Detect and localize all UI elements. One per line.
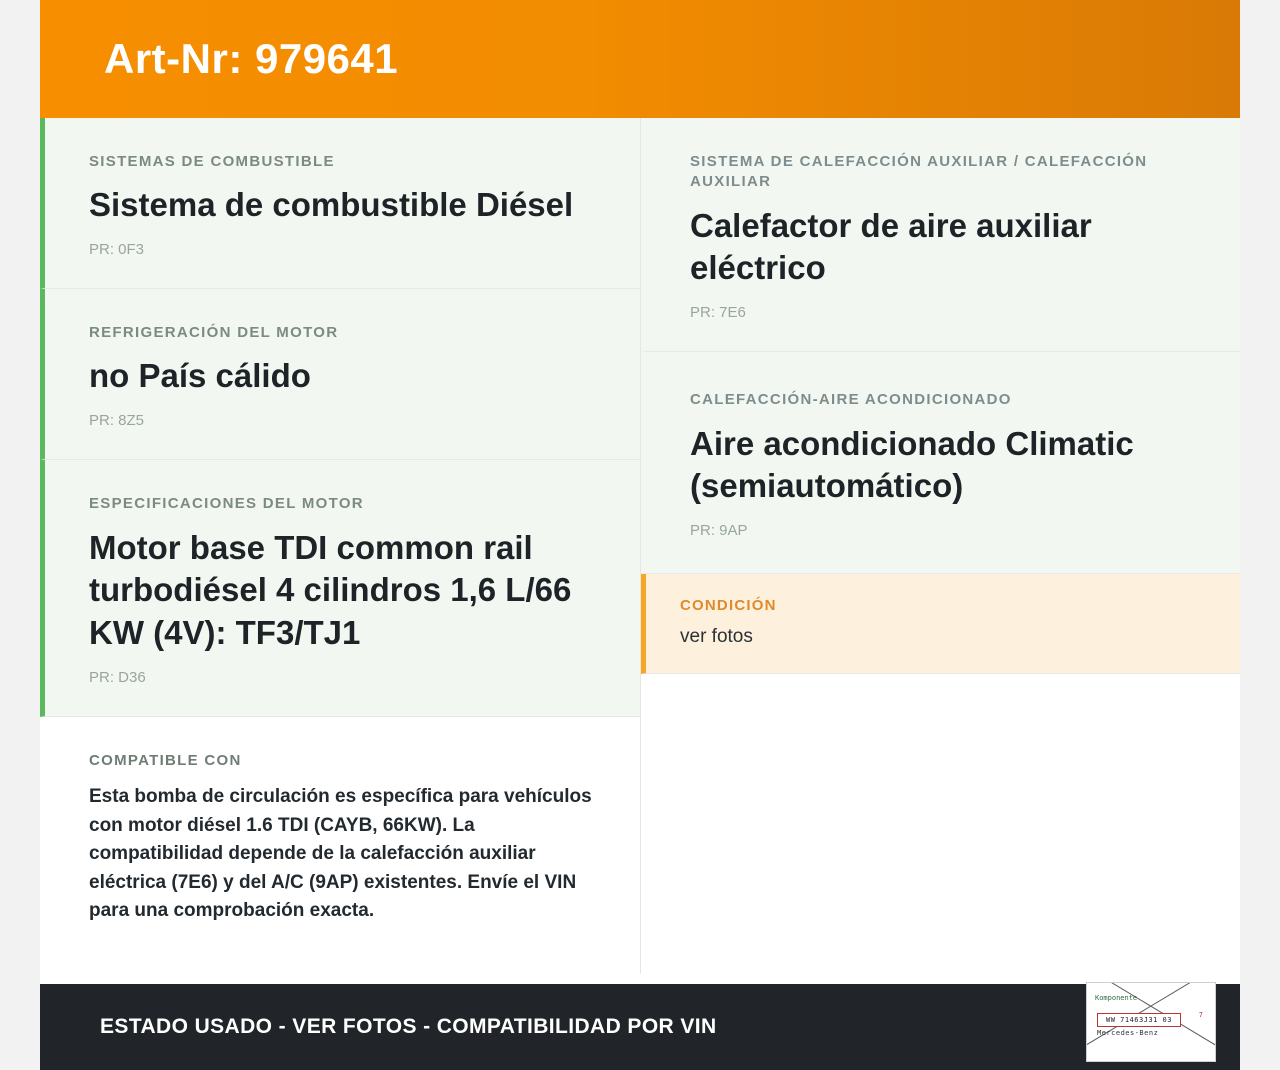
spec-pr-code: PR: 0F3 [89,241,145,259]
footer-banner [40,984,1240,1070]
left-column [40,118,640,956]
compatibility-kicker: COMPATIBLE CON [89,752,242,770]
footer-text: ESTADO USADO - VER FOTOS - COMPATIBILIDAD POR VIN [100,1015,717,1038]
right-column [640,118,1240,974]
spec-pr-code: PR: D36 [89,669,146,687]
page-title: Art-Nr: 979641 [104,35,399,82]
stamp-code: WW 71463J31 03 [1097,1013,1181,1027]
spec-pr-code: PR: 7E6 [690,304,746,322]
spec-kicker: CALEFACCIÓN-AIRE ACONDICIONADO [690,391,1012,409]
spec-kicker: SISTEMA DE CALEFACCIÓN AUXILIAR / CALEFACCIÓN AUXILIAR [690,153,1148,191]
spec-value: Aire acondicionado Climatic (semiautomático) [690,424,1134,505]
spec-pr-code: PR: 8Z5 [89,412,145,430]
spec-card-fuel-system [40,118,640,289]
right-column-filler [641,674,1240,974]
header-banner [40,0,1240,118]
envelope-icon [1086,982,1216,1062]
stamp-mark: 7 [1198,1011,1203,1019]
spec-value: no País cálido [89,357,311,395]
compatibility-text: Esta bomba de circulación es específica para vehículos con motor diésel 1.6 TDI (CAYB, 66KW). La compatibilidad depende de la calefacción auxiliar eléctrica (7E6) y del A/C (9AP) existentes. Envíe el VIN para una comprobación exacta. [89,786,592,922]
document-sheet [40,0,1240,1070]
spec-kicker: SISTEMAS DE COMBUSTIBLE [89,153,335,170]
spec-value: Motor base TDI common rail turbodiésel 4 cilindros 1,6 L/66 KW (4V): TF3/TJ1 [89,528,572,652]
content-columns [40,118,1240,974]
stamp-line-1: Komponente [1095,994,1138,1002]
spec-card-engine-cooling [40,289,640,460]
stamp-brand: Mercedes-Benz [1097,1029,1159,1037]
spec-card-auxiliary-heating [641,118,1240,352]
compatibility-card [40,717,640,956]
spec-card-air-conditioning [641,352,1240,574]
condition-card [641,574,1240,674]
spec-value: Calefactor de aire auxiliar eléctrico [690,206,1092,287]
spec-card-engine-specs [40,460,640,717]
spec-pr-code: PR: 9AP [690,522,748,540]
spec-kicker: REFRIGERACIÓN DEL MOTOR [89,324,339,342]
condition-kicker: CONDICIÓN [680,597,777,615]
condition-value: ver fotos [680,625,753,647]
spec-value: Sistema de combustible Diésel [89,186,574,224]
spec-kicker: ESPECIFICACIONES DEL MOTOR [89,495,364,513]
